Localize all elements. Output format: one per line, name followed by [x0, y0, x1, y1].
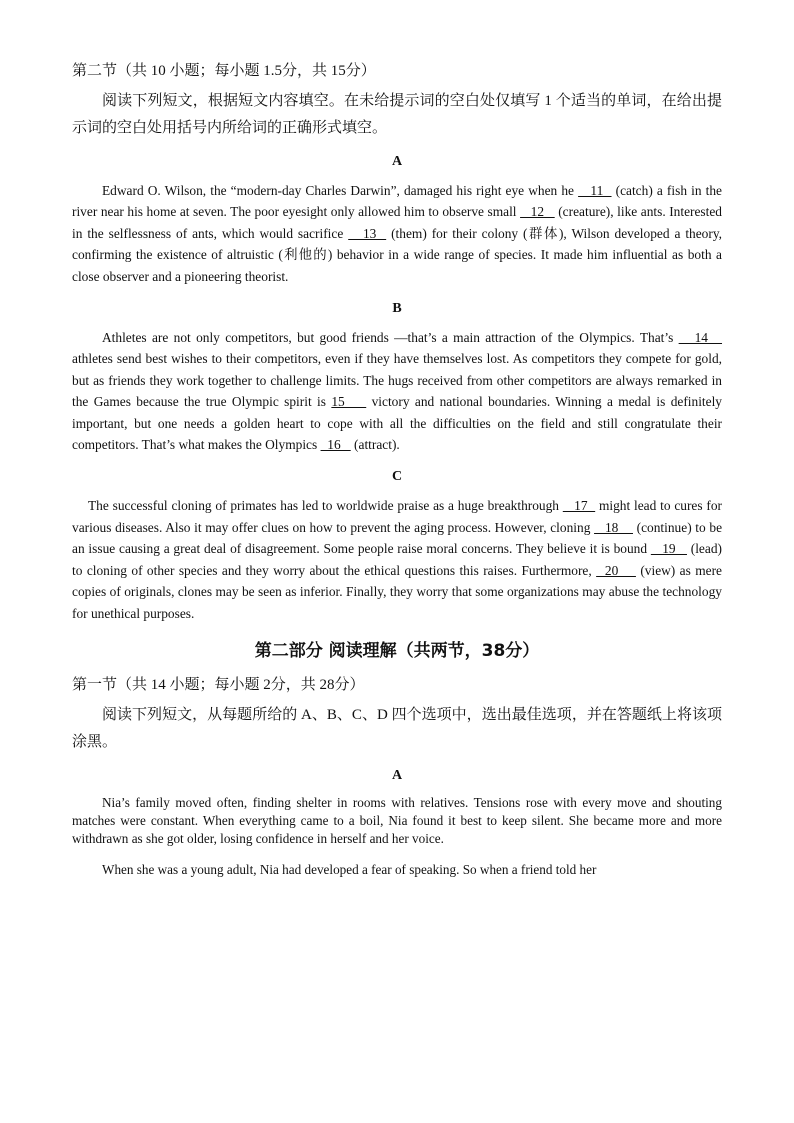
- section-title: 第二节（共 10 小题；每小题 1.5分，共 15分）: [72, 63, 376, 79]
- blank-15[interactable]: 15: [331, 394, 367, 410]
- passage-b-label: B: [392, 301, 402, 317]
- blank-13[interactable]: 13: [348, 225, 387, 241]
- passage-c-text: The successful cloning of primates has led to worldwide praise as a huge breakthrough 17 might lead to cures for various diseases. Also it may offer clues on how to prevent the aging process. However, cloning 18 (continue) to be an issue causing a great deal of disagreement. Some people raise moral concerns. They believe it is bound 19 (lead) to cloning of other species and they worry about the ethical questions this raises. Furthermore, 20 (view) as mere copies of originals, clones may be seen as inferior. Finally, they worry that some organizations may abuse the technology for unethical purposes.: [72, 498, 723, 621]
- part-two-instruction: 阅读下列短文，从每题所给的 A、B、C、D 四个选项中，选出最佳选项，并在答题纸上将该项涂黑。: [72, 706, 722, 750]
- blank-19[interactable]: 19: [650, 541, 687, 557]
- reading-a-label: A: [391, 767, 403, 783]
- passage-a-label: A: [391, 154, 403, 169]
- blank-14[interactable]: 14: [678, 330, 723, 346]
- exam-page: [72, 58, 722, 891]
- passage-c-label: C: [391, 469, 403, 485]
- blank-18[interactable]: 18: [594, 519, 633, 535]
- passage-a-text: Edward O. Wilson, the “modern-day Charles Darwin”, damaged his right eye when he 11 (catch) a fish in the river near his home at seven. The poor eyesight only allowed him to observe small 12 (creature), like ants. Interested in the selflessness of ants, which would sacrifice 13 (them) for their colony (群体), Wilson developed a theory, confirming the existence of altruistic (利他的) behavior in a wide range of species. It made him influential as both a close observer and a pioneering theorist.: [72, 183, 723, 284]
- passage-b-text: Athletes are not only competitors, but good friends —that’s a main attraction of the Olympics. That’s 14 athletes send best wishes to their competitors, even if they have themselves lost. As competitors they compete for gold, but as friends they work together to challenge limits. The hugs received from other competitors are always remarked in the Games because the true Olympic spirit is 15 victory and national boundaries. Winning a medal is definitely important, but one needs a golden heart to cope with all the difficulties on the field and still congratulate their competitors. That’s what makes the Olympics 16 (attract).: [72, 330, 723, 453]
- part-two-section-title: 第一节（共 14 小题；每小题 2分，共 28分）: [72, 676, 365, 693]
- reading-a-paragraph-1: Nia’s family moved often, finding shelter in rooms with relatives. Tensions rose with every move and shouting matches were constant. When everything came to a boil, Nia found it best to keep silent. She became more and more withdrawn as she got older, losing confidence in herself and her voice.: [72, 794, 722, 847]
- reading-a-paragraph-2: When she was a young adult, Nia had developed a fear of speaking. So when a friend told her: [102, 861, 597, 877]
- part-two-title: 第二部分 阅读理解（共两节，38分）: [254, 640, 540, 661]
- blank-17[interactable]: 17: [562, 498, 596, 514]
- blank-11[interactable]: 11: [578, 183, 612, 198]
- blank-12[interactable]: 12: [520, 204, 555, 220]
- section-instruction: 阅读下列短文，根据短文内容填空。在未给提示词的空白处仅填写 1 个适当的单词，在给出提示词的空白处用括号内所给词的正确形式填空。: [72, 93, 722, 136]
- blank-20[interactable]: 20: [596, 562, 636, 578]
- blank-16[interactable]: 16: [320, 437, 351, 453]
